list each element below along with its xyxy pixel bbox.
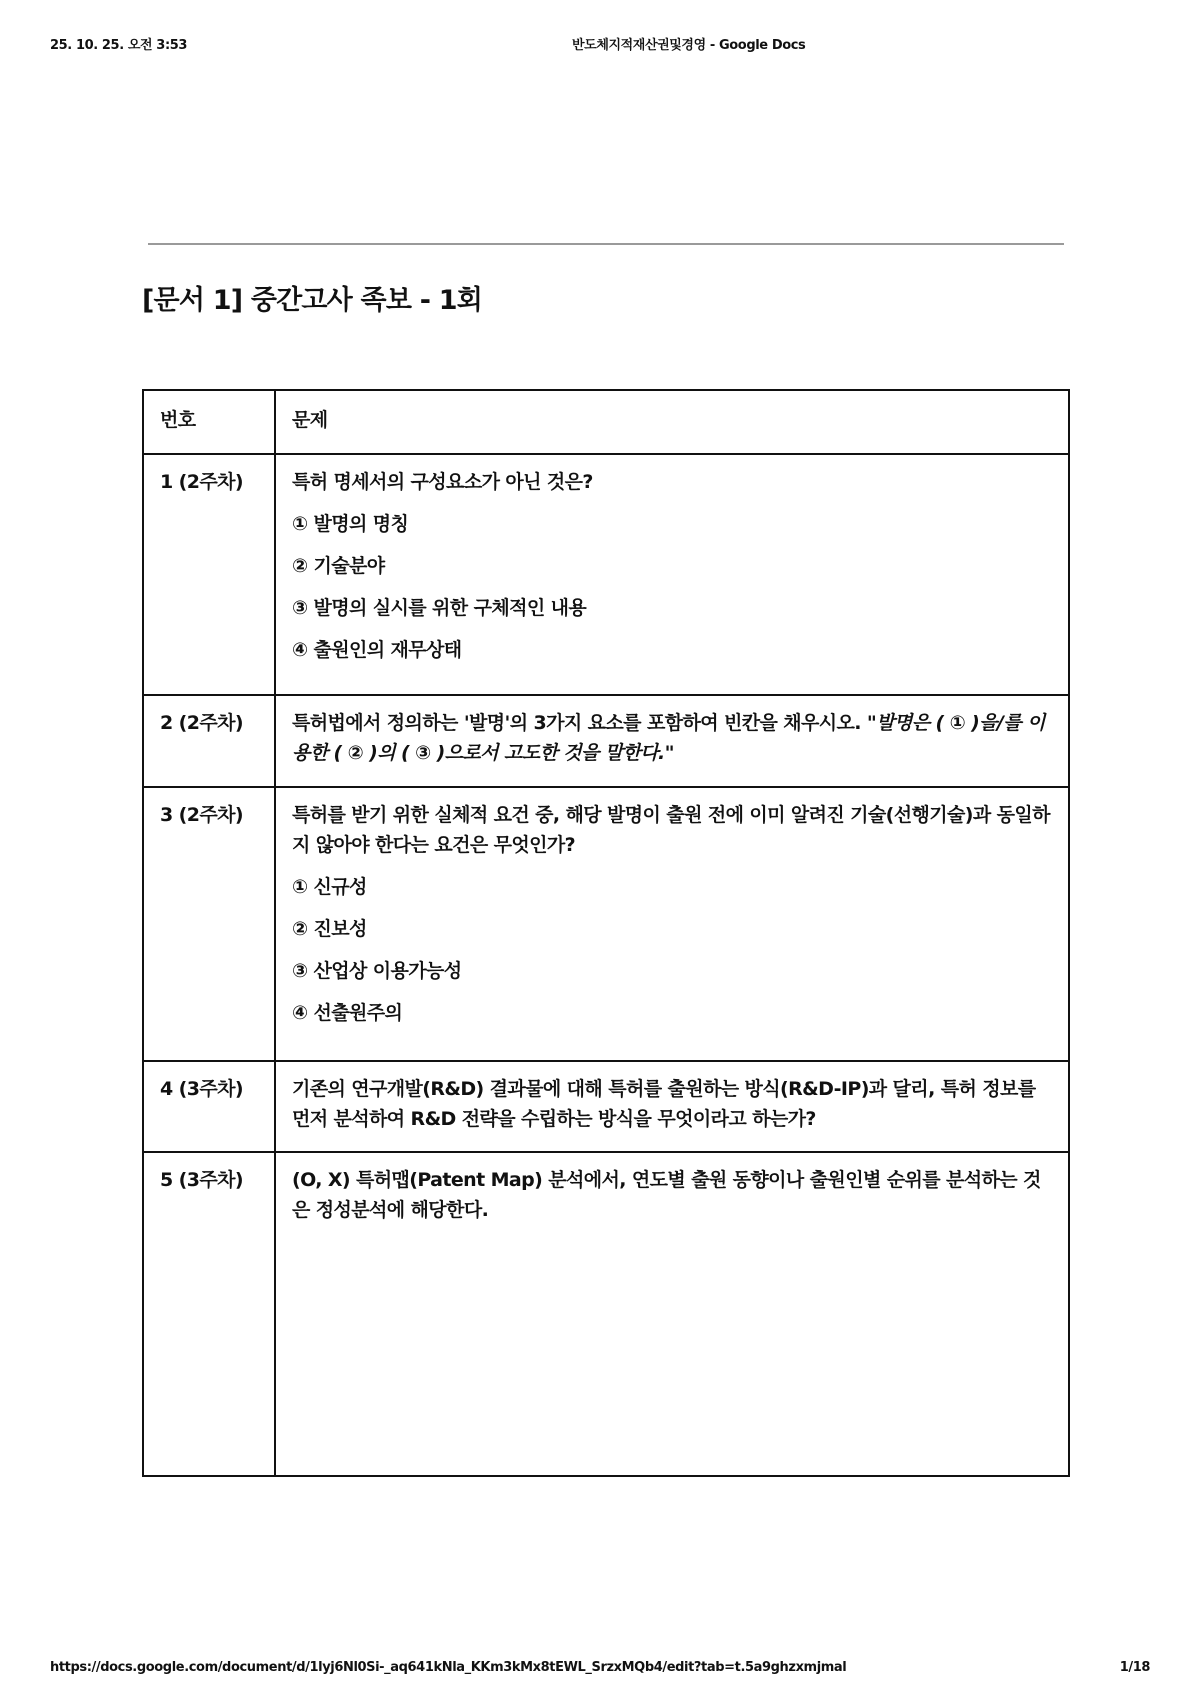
answer-option: ② 기술분야 — [292, 555, 385, 577]
exam-question-table — [142, 389, 1070, 1477]
answer-option: ③ 발명의 실시를 위한 구체적인 내용 — [292, 597, 587, 619]
question-cell — [275, 1061, 1069, 1152]
question-cell — [275, 1152, 1069, 1476]
question-cell — [275, 454, 1069, 695]
question-text: 특허법에서 정의하는 '발명'의 3가지 요소를 포함하여 빈칸을 채우시오. — [292, 712, 867, 735]
header-question: 문제 — [275, 390, 1069, 454]
print-date: 25. 10. 25. 오전 3:53 — [50, 38, 188, 53]
question-number: 1 (2주차) — [143, 454, 275, 695]
horizontal-divider — [148, 243, 1064, 245]
question-text: 특허를 받기 위한 실체적 요건 중, 해당 발명이 출원 전에 이미 알려진 기술(선행기술)과 동일하지 않아야 한다는 요건은 무엇인가? — [292, 803, 1050, 856]
table-header-row — [143, 390, 1069, 454]
print-document-title: 반도체지적재산권및경영 - Google Docs — [572, 38, 806, 53]
table-row — [143, 1061, 1069, 1152]
table-row — [143, 1152, 1069, 1476]
question-number: 4 (3주차) — [143, 1061, 275, 1152]
answer-option: ① 발명의 명칭 — [292, 513, 409, 535]
answer-option: ③ 산업상 이용가능성 — [292, 959, 462, 982]
table-row — [143, 787, 1069, 1061]
question-text: 특허 명세서의 구성요소가 아닌 것은? — [292, 471, 593, 493]
page-url: https://docs.google.com/document/d/1lyj6Nl0Si-_aq641kNla_KKm3kMx8tEWL_SrzxMQb4/edit?tab=t.5a9ghzxmjmal — [50, 1660, 847, 1675]
table-row — [143, 695, 1069, 786]
page-number: 1/18 — [1119, 1660, 1150, 1675]
question-cell — [275, 787, 1069, 1061]
table-row — [143, 454, 1069, 695]
question-quote: "발명은 ( ① )을/를 이용한 ( ② )의 ( ③ )으로서 고도한 것을 말한다." — [292, 712, 1045, 765]
answer-option: ④ 선출원주의 — [292, 1001, 403, 1024]
question-number: 2 (2주차) — [143, 695, 275, 786]
question-cell — [275, 695, 1069, 786]
question-number: 5 (3주차) — [143, 1152, 275, 1476]
header-number: 번호 — [143, 390, 275, 454]
document-heading: [문서 1] 중간고사 족보 - 1회 — [142, 285, 482, 316]
print-header — [50, 34, 1150, 54]
answer-option: ④ 출원인의 재무상태 — [292, 639, 462, 661]
question-text: (O, X) 특허맵(Patent Map) 분석에서, 연도별 출원 동향이나 출원인별 순위를 분석하는 것은 정성분석에 해당한다. — [292, 1169, 1041, 1221]
question-text: 기존의 연구개발(R&D) 결과물에 대해 특허를 출원하는 방식(R&D-IP)과 달리, 특허 정보를 먼저 분석하여 R&D 전략을 수립하는 방식을 무엇이라고 하는가? — [292, 1077, 1036, 1130]
answer-option: ② 진보성 — [292, 917, 367, 940]
print-footer — [50, 1660, 1150, 1680]
question-number: 3 (2주차) — [143, 787, 275, 1061]
answer-option: ① 신규성 — [292, 875, 367, 898]
